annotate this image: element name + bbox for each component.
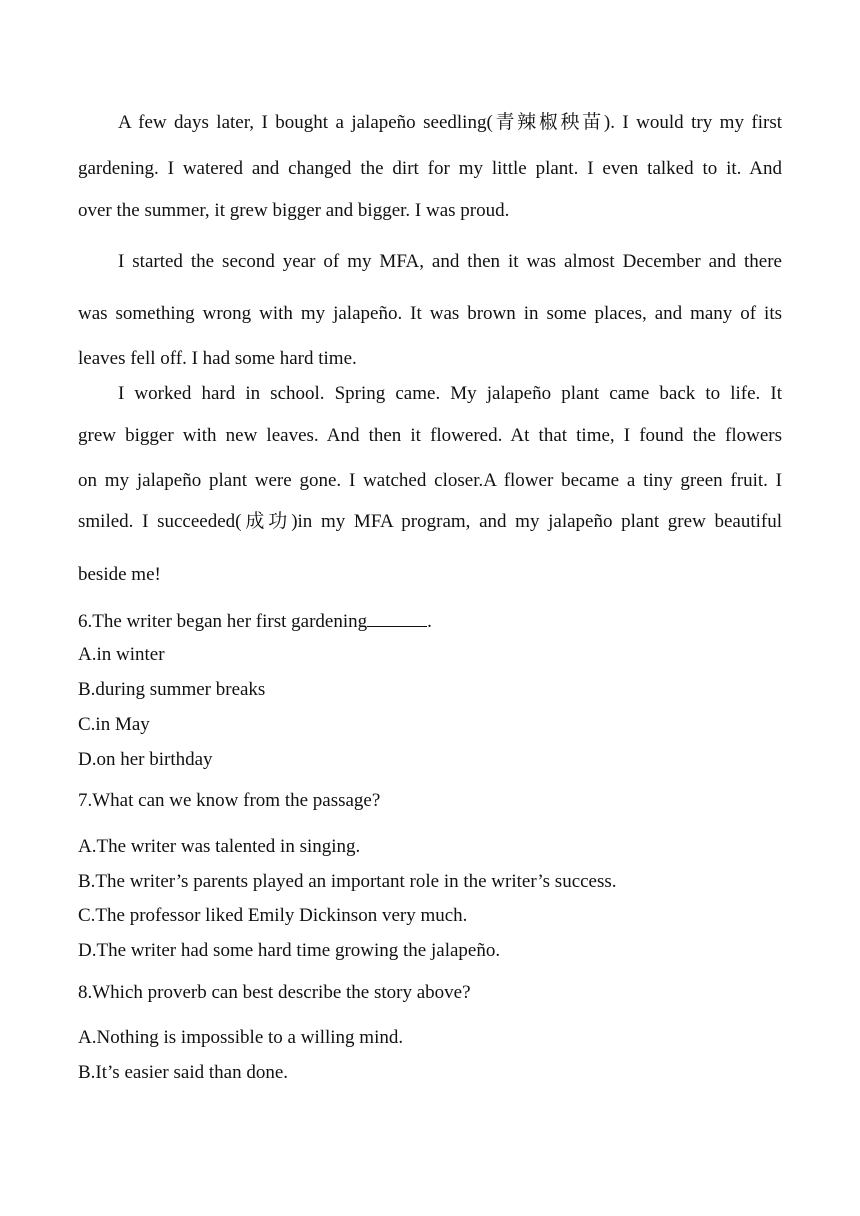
passage-line: smiled. I succeeded(成功)in my MFA program, and my jalapeño plant grew beautiful (78, 511, 782, 532)
question-stem: 8.Which proverb can best describe the story above? (78, 982, 471, 1003)
passage-line: over the summer, it grew bigger and bigger. I was proud. (78, 200, 510, 221)
passage-line: grew bigger with new leaves. And then it flowered. At that time, I found the flowers (78, 425, 782, 446)
passage-line: I worked hard in school. Spring came. My jalapeño plant came back to life. It (118, 383, 782, 404)
answer-option: B.during summer breaks (78, 679, 266, 700)
answer-option: B.It’s easier said than done. (78, 1062, 289, 1083)
answer-blank (367, 608, 427, 627)
question-stem: 7.What can we know from the passage? (78, 790, 381, 811)
answer-option: A.Nothing is impossible to a willing mind. (78, 1027, 404, 1048)
answer-option: D.on her birthday (78, 749, 213, 770)
answer-option: A.The writer was talented in singing. (78, 836, 361, 857)
answer-option: C.The professor liked Emily Dickinson very much. (78, 905, 468, 926)
passage-line: leaves fell off. I had some hard time. (78, 348, 357, 369)
answer-option: D.The writer had some hard time growing the jalapeño. (78, 940, 501, 961)
answer-option: C.in May (78, 714, 150, 735)
question-stem (78, 608, 782, 634)
question-6-period: . (427, 611, 432, 632)
passage-line: was something wrong with my jalapeño. It was brown in some places, and many of its (78, 303, 782, 324)
passage-line: A few days later, I bought a jalapeño seedling(青辣椒秧苗). I would try my first (118, 112, 782, 133)
passage-line: on my jalapeño plant were gone. I watched closer.A flower became a tiny green fruit. I (78, 470, 782, 491)
answer-option: B.The writer’s parents played an important role in the writer’s success. (78, 871, 617, 892)
answer-option: A.in winter (78, 644, 165, 665)
passage-line: I started the second year of my MFA, and then it was almost December and there (118, 251, 782, 272)
question-6-text: 6.The writer began her first gardening (78, 611, 368, 632)
passage-line: gardening. I watered and changed the dirt for my little plant. I even talked to it. And (78, 158, 782, 179)
passage-line: beside me! (78, 564, 161, 585)
